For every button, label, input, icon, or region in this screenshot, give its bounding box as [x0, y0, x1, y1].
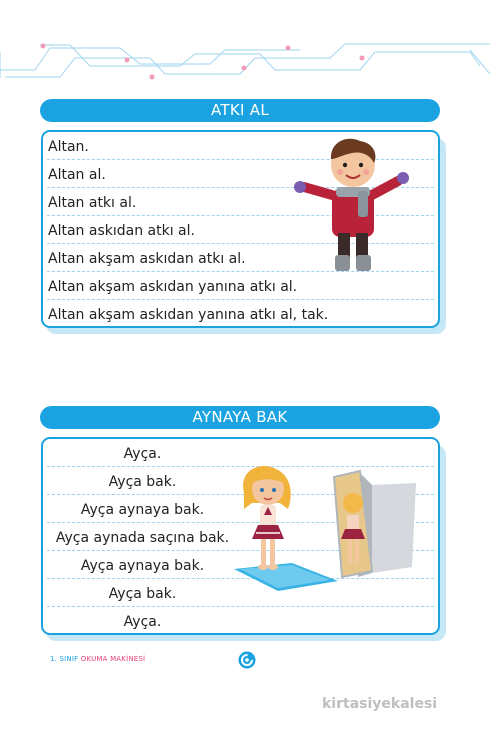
footer-grade: 1. SINIF: [50, 655, 79, 663]
reading-line: Altan.: [47, 132, 434, 160]
boy-with-scarf-illustration: [290, 137, 415, 277]
reading-line: Altan akşam askıdan atkı al.: [47, 244, 434, 272]
reading-line: Altan al.: [47, 160, 434, 188]
reading-line: Ayça bak.: [108, 586, 177, 602]
girl-at-mirror-illustration: [232, 463, 428, 593]
footer-series-label: [50, 655, 145, 663]
section-title-atki-al: ATKI AL: [40, 99, 440, 122]
watermark-text: kirtasiyekalesi: [322, 696, 438, 712]
reading-line: Ayça aynada saçına bak.: [55, 530, 230, 546]
reading-line: Altan akşam askıdan yanına atkı al.: [47, 272, 434, 300]
reading-line: Ayça aynaya bak.: [80, 558, 205, 574]
reading-line: Ayça.: [123, 614, 162, 630]
section-title-aynaya-bak: AYNAYA BAK: [40, 406, 440, 429]
publisher-logo-icon: [238, 651, 256, 669]
reading-line: Ayça aynaya bak.: [80, 502, 205, 518]
reading-line: Ayça bak.: [108, 474, 177, 490]
header-decoration: [0, 30, 490, 90]
reading-line: Ayça.: [123, 446, 162, 462]
footer-book-title: OKUMA MAKİNESİ: [80, 655, 146, 663]
reading-line: Altan atkı al.: [47, 188, 434, 216]
reading-line: Altan akşam askıdan yanına atkı al, tak.: [48, 307, 329, 323]
reading-line: Altan askıdan atkı al.: [47, 216, 434, 244]
